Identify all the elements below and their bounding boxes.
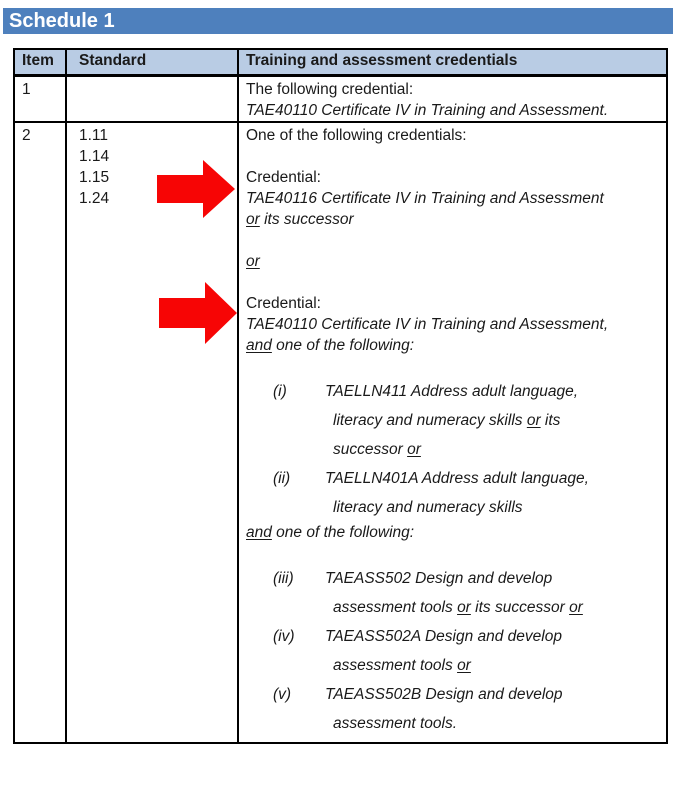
table-row — [14, 75, 667, 122]
text-segment: or — [457, 598, 471, 616]
text-segment: TAELLN411 Address adult language, — [325, 382, 579, 400]
list-item-continuation — [246, 651, 658, 680]
text-segment: assessment tools. — [333, 714, 458, 732]
list-item — [246, 564, 658, 593]
text-segment: or — [246, 252, 260, 270]
blank-line — [246, 356, 658, 377]
text-segment: Credential: — [246, 168, 321, 186]
text-segment: literacy and numeracy skills — [333, 498, 523, 516]
list-item — [246, 464, 658, 493]
col-header-standard: Standard — [66, 49, 238, 75]
text-line — [246, 251, 658, 272]
standard-cell — [66, 75, 238, 122]
list-item — [246, 622, 658, 651]
red-arrow-icon — [159, 282, 237, 344]
item-number: 1 — [22, 80, 31, 98]
text-line — [246, 79, 658, 100]
text-segment: TAEASS502A Design and develop — [325, 627, 562, 645]
text-segment: or — [246, 210, 260, 228]
text-line — [246, 125, 658, 146]
text-segment: literacy and numeracy skills — [333, 411, 527, 429]
col-header-credentials: Training and assessment credentials — [238, 49, 667, 75]
text-segment: and — [246, 336, 272, 354]
text-segment: TAE40110 Certificate IV in Training and Assessment. — [246, 101, 609, 119]
text-segment: or — [457, 656, 471, 674]
list-item-continuation — [246, 406, 658, 435]
text-segment: successor — [333, 440, 408, 458]
text-segment: its successor — [259, 210, 354, 228]
table-row — [14, 122, 667, 743]
text-segment: its — [540, 411, 561, 429]
list-item-text — [325, 628, 562, 645]
text-segment: TAELLN401A Address adult language, — [325, 469, 589, 487]
standard-number: 1.14 — [79, 147, 110, 165]
list-item-continuation — [246, 709, 658, 738]
list-item-marker: (iv) — [273, 627, 295, 645]
text-segment: or — [526, 411, 541, 429]
blank-line — [246, 543, 658, 564]
standard-number: 1.15 — [79, 168, 110, 186]
blank-line — [246, 230, 658, 251]
list-item-text — [325, 383, 578, 400]
text-segment: or — [569, 598, 583, 616]
list-item-continuation — [246, 435, 658, 464]
text-segment: one of the following: — [271, 336, 415, 354]
text-segment: one of the following: — [271, 523, 415, 541]
credentials-cell — [238, 75, 667, 122]
list-item-continuation — [246, 593, 658, 622]
list-item-marker: (ii) — [273, 469, 291, 487]
text-line — [246, 314, 658, 335]
standard-cell-content — [67, 77, 237, 121]
text-segment: and — [246, 523, 272, 541]
text-segment: One of the following credentials: — [246, 126, 467, 144]
text-line — [246, 188, 658, 209]
list-item-text — [325, 570, 552, 587]
text-segment: TAE40116 Certificate IV in Training and Assessment — [246, 189, 604, 207]
list-item-text — [325, 686, 563, 703]
text-segment: or — [407, 440, 421, 458]
standard-cell-content — [67, 123, 237, 742]
schedule-title: Schedule 1 — [3, 8, 673, 34]
text-line — [246, 209, 658, 230]
text-segment: assessment tools — [333, 598, 458, 616]
text-line — [246, 100, 658, 121]
text-segment: assessment tools — [333, 656, 458, 674]
text-segment: its successor — [470, 598, 570, 616]
list-item-text — [325, 470, 589, 487]
list-item — [246, 377, 658, 406]
item-cell — [14, 122, 66, 743]
text-segment: TAEASS502B Design and develop — [325, 685, 563, 703]
text-line — [246, 522, 658, 543]
blank-line — [246, 146, 658, 167]
text-segment: The following credential: — [246, 80, 414, 98]
standard-cell — [66, 122, 238, 743]
list-item — [246, 680, 658, 709]
text-segment: Credential: — [246, 294, 321, 312]
text-segment: TAE40110 Certificate IV in Training and Assessment, — [246, 315, 609, 333]
credentials-table — [13, 48, 668, 744]
blank-line — [246, 272, 658, 293]
text-line — [246, 335, 658, 356]
text-line — [246, 167, 658, 188]
red-arrow-icon — [157, 160, 235, 218]
col-header-item: Item — [14, 49, 66, 75]
text-line — [246, 293, 658, 314]
standard-number: 1.11 — [79, 126, 109, 144]
list-item-marker: (iii) — [273, 569, 294, 587]
table-header-row — [14, 49, 667, 75]
list-item-marker: (v) — [273, 685, 292, 703]
text-segment: TAEASS502 Design and develop — [325, 569, 553, 587]
standard-number: 1.24 — [79, 189, 110, 207]
list-item-marker: (i) — [273, 382, 287, 400]
item-number: 2 — [22, 126, 31, 144]
credentials-cell — [238, 122, 667, 743]
item-cell — [14, 75, 66, 122]
list-item-continuation — [246, 493, 658, 522]
